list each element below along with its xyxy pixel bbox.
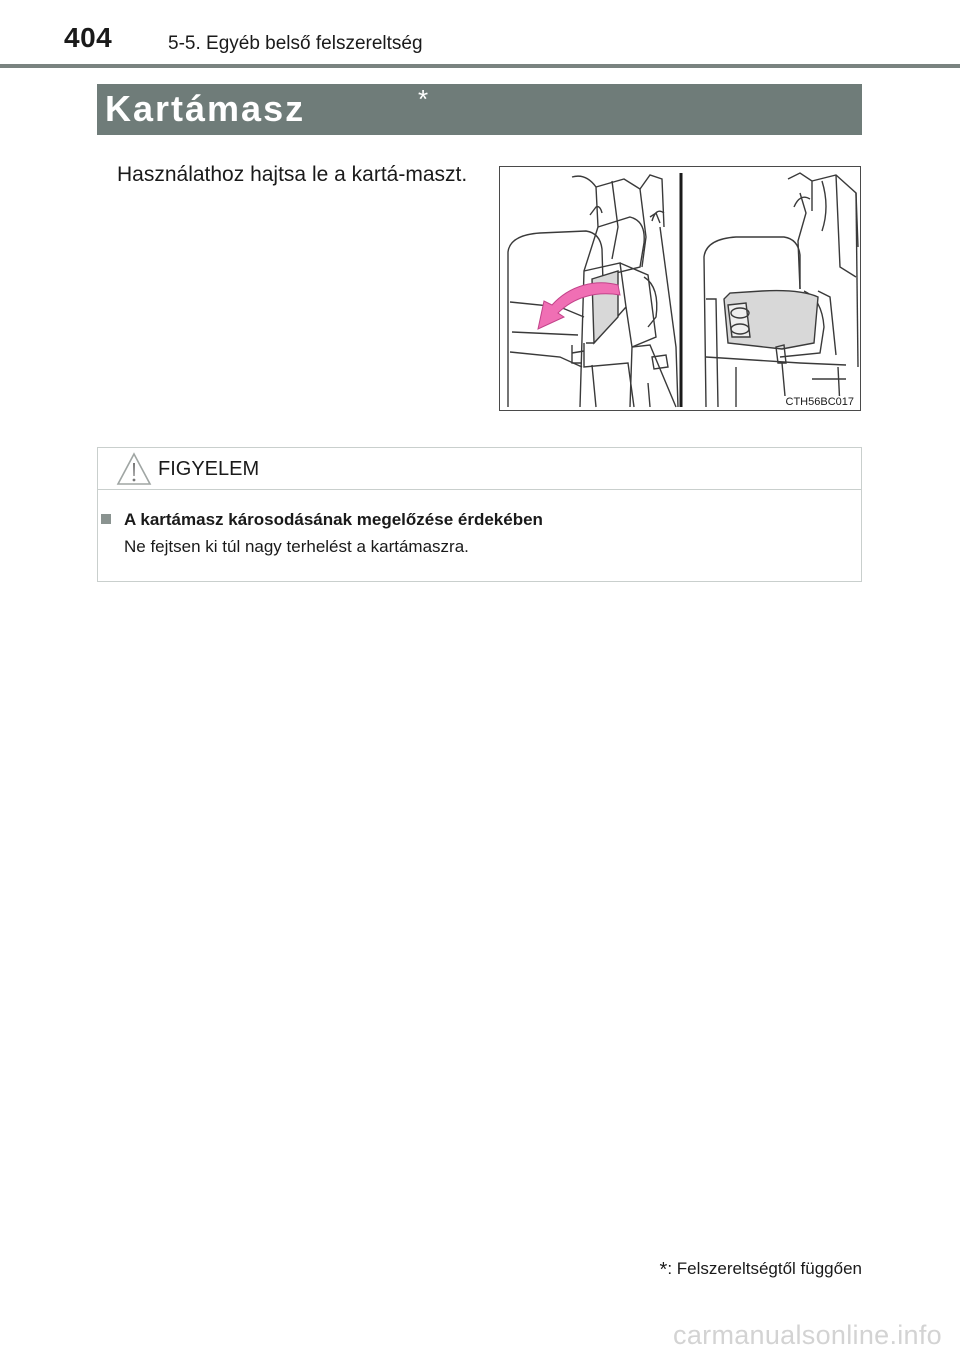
warning-header	[98, 448, 861, 490]
footnote-mark: *	[659, 1259, 668, 1281]
armrest-illustration	[499, 166, 861, 411]
chapter-title: 5-5. Egyéb belső felszereltség	[168, 33, 423, 54]
section-title: Kartámasz	[105, 88, 306, 129]
warning-label: FIGYELEM	[158, 458, 260, 480]
bullet-square-icon	[101, 514, 111, 524]
optional-equipment-mark: *	[418, 84, 429, 114]
section-title-bar	[97, 84, 862, 135]
warning-heading: A kartámasz károsodásának megelőzése érdekében	[124, 510, 543, 529]
footnote	[660, 1259, 862, 1282]
armrest-drawing	[500, 167, 861, 411]
footnote-text: : Felszereltségtől függően	[667, 1259, 862, 1278]
instruction-text: Használathoz hajtsa le a kartá-maszt.	[117, 163, 468, 186]
page-number: 404	[64, 22, 113, 53]
warning-text: Ne fejtsen ki túl nagy terhelést a kartámaszra.	[124, 537, 469, 556]
warning-triangle-icon	[116, 452, 152, 491]
header-divider	[0, 64, 960, 68]
watermark: carmanualsonline.info	[673, 1320, 942, 1350]
figure-code: CTH56BC017	[785, 396, 854, 408]
warning-box	[97, 447, 862, 582]
